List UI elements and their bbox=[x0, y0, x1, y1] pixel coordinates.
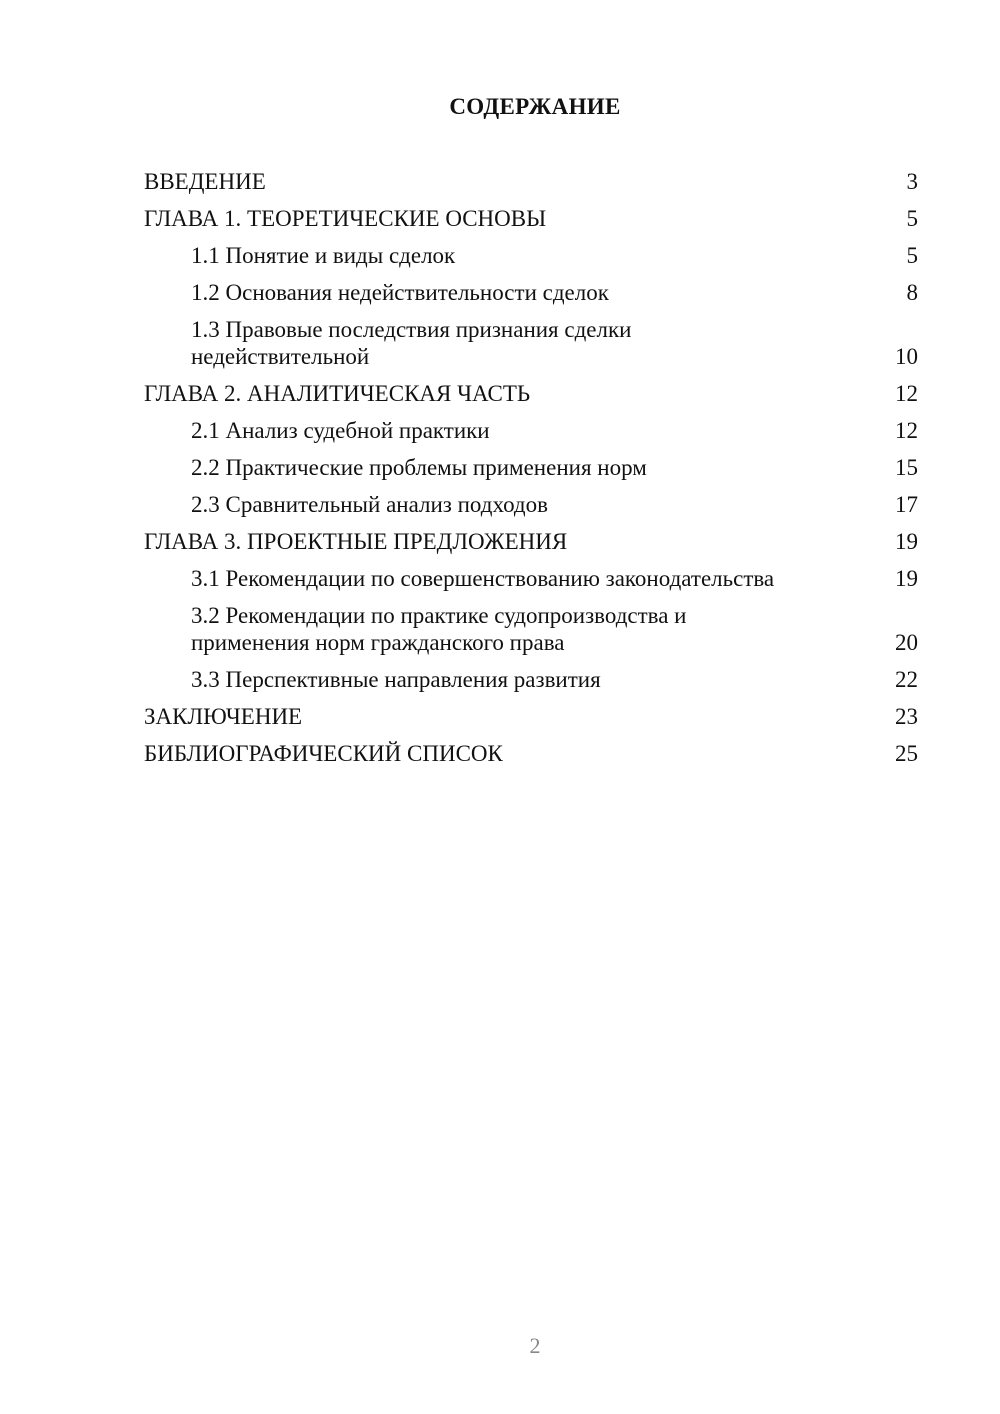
toc-entry-page: 12 bbox=[895, 381, 918, 406]
toc-entry-section-3-1[interactable] bbox=[144, 565, 918, 592]
toc-entry-conclusion[interactable] bbox=[144, 703, 918, 730]
toc-entry-label: 1.1 Понятие и виды сделок bbox=[191, 243, 456, 268]
toc-entry-label: 2.3 Сравнительный анализ подходов bbox=[191, 492, 548, 517]
toc-entry-label: 1.3 Правовые последствия признания сделки недействительной bbox=[191, 317, 632, 369]
toc-entry-label: 3.3 Перспективные направления развития bbox=[191, 667, 601, 692]
toc-entry-section-3-2[interactable] bbox=[144, 602, 918, 656]
toc-entry-section-2-3[interactable] bbox=[144, 491, 918, 518]
toc-entry-section-3-3[interactable] bbox=[144, 666, 918, 693]
toc-entry-page: 25 bbox=[895, 741, 918, 766]
toc-entry-introduction[interactable] bbox=[144, 168, 918, 195]
toc-entry-bibliography[interactable] bbox=[144, 740, 918, 767]
toc-entry-page: 5 bbox=[906, 206, 918, 231]
toc-entry-section-1-2[interactable] bbox=[144, 279, 918, 306]
toc-entry-label: БИБЛИОГРАФИЧЕСКИЙ СПИСОК bbox=[144, 741, 503, 766]
toc-entry-page: 22 bbox=[895, 667, 918, 692]
toc-entry-label: ЗАКЛЮЧЕНИЕ bbox=[144, 704, 303, 729]
toc-entry-page: 3 bbox=[906, 169, 918, 194]
table-of-contents bbox=[144, 168, 918, 777]
toc-entry-label: 3.2 Рекомендации по практике судопроизводства и применения норм гражданского права bbox=[191, 603, 687, 655]
toc-entry-page: 19 bbox=[895, 529, 918, 554]
toc-entry-page: 17 bbox=[895, 492, 918, 517]
toc-entry-section-2-1[interactable] bbox=[144, 417, 918, 444]
page-number: 2 bbox=[529, 1333, 541, 1358]
toc-entry-label: 3.1 Рекомендации по совершенствованию законодательства bbox=[191, 566, 775, 591]
toc-entry-page: 5 bbox=[906, 243, 918, 268]
toc-entry-page: 23 bbox=[895, 704, 918, 729]
toc-entry-label: ГЛАВА 3. ПРОЕКТНЫЕ ПРЕДЛОЖЕНИЯ bbox=[144, 529, 568, 554]
toc-entry-page: 15 bbox=[895, 455, 918, 480]
toc-entry-page: 19 bbox=[895, 566, 918, 591]
toc-entry-page: 20 bbox=[895, 630, 918, 655]
toc-entry-chapter-1[interactable] bbox=[144, 205, 918, 232]
toc-entry-chapter-3[interactable] bbox=[144, 528, 918, 555]
toc-entry-page: 10 bbox=[895, 344, 918, 369]
toc-entry-page: 8 bbox=[906, 280, 918, 305]
toc-entry-label: ГЛАВА 2. АНАЛИТИЧЕСКАЯ ЧАСТЬ bbox=[144, 381, 531, 406]
toc-entry-label: ГЛАВА 1. ТЕОРЕТИЧЕСКИЕ ОСНОВЫ bbox=[144, 206, 547, 231]
toc-entry-section-2-2[interactable] bbox=[144, 454, 918, 481]
toc-entry-label: ВВЕДЕНИЕ bbox=[144, 169, 266, 194]
toc-entry-label: 1.2 Основания недействительности сделок bbox=[191, 280, 609, 305]
toc-entry-label: 2.1 Анализ судебной практики bbox=[191, 418, 490, 443]
toc-entry-page: 12 bbox=[895, 418, 918, 443]
toc-entry-chapter-2[interactable] bbox=[144, 380, 918, 407]
toc-entry-label: 2.2 Практические проблемы применения норм bbox=[191, 455, 647, 480]
page-title: СОДЕРЖАНИЕ bbox=[449, 94, 621, 119]
toc-entry-section-1-1[interactable] bbox=[144, 242, 918, 269]
toc-entry-section-1-3[interactable] bbox=[144, 316, 918, 370]
